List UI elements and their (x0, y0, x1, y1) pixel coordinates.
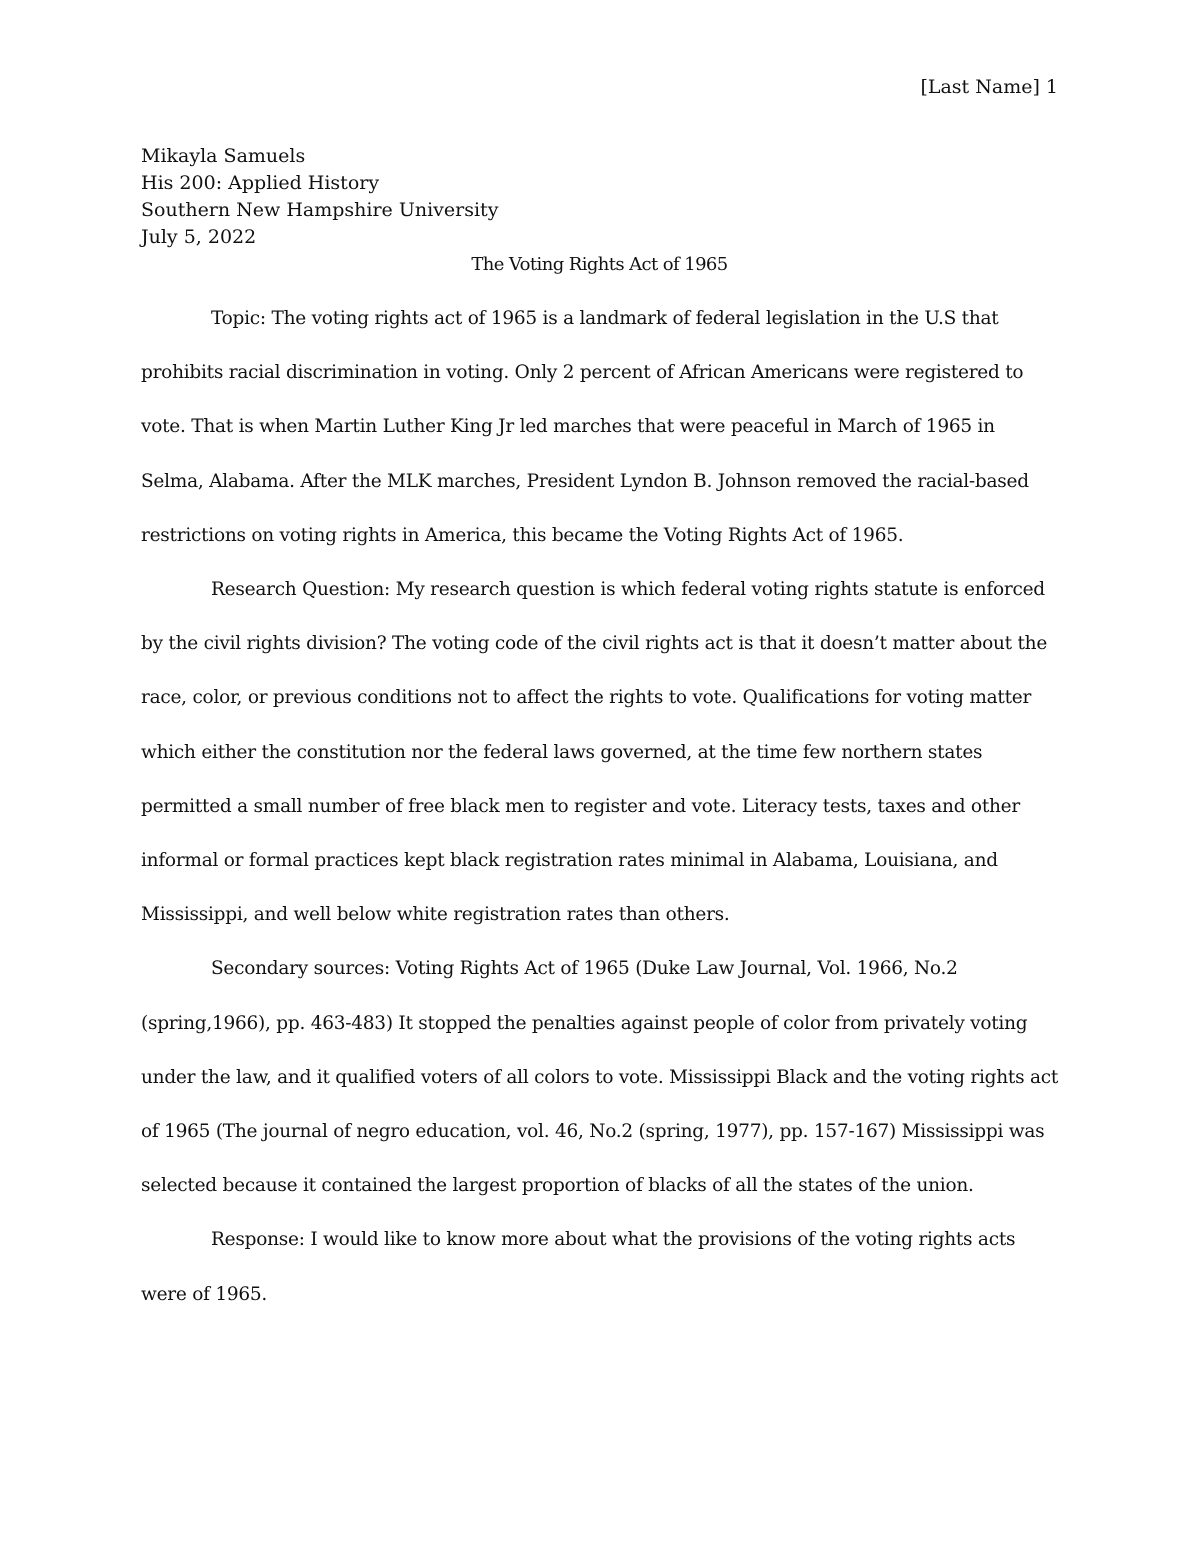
course-name: His 200: Applied History (141, 172, 380, 194)
paper-date: July 5, 2022 (141, 226, 257, 248)
paragraph-secondary-sources: Secondary sources: Voting Rights Act of 1965 (Duke Law Journal, Vol. 1966, No.2 (spring,1966), pp. 463-483) It stopped the penalties against people of color from privately voting under the law, and it qualified voters of all colors to vote. Mississippi Black and the voting rights act of 1965 (The journal of negro education, vol. 46, No.2 (spring, 1977), pp. 157-167) Mississippi was selected because it contained the largest proportion of blacks of all the states of the union. (141, 958, 1059, 1197)
paper-body (141, 292, 1061, 1322)
running-head: [Last Name] 1 (920, 76, 1058, 98)
paragraph-research-question: Research Question: My research question is which federal voting rights statute is enforced by the civil rights division? The voting code of the civil rights act is that it doesn’t matter about the race, color, or previous conditions not to affect the rights to vote. Qualifications for voting matter which either the constitution nor the federal laws governed, at the time few northern states permitted a small number of free black men to register and vote. Literacy tests, taxes and other informal or formal practices kept black registration rates minimal in Alabama, Louisiana, and Mississippi, and well below white registration rates than others. (141, 579, 1048, 926)
heading-block (141, 143, 498, 251)
paragraph-response: Response: I would like to know more about what the provisions of the voting rights acts were of 1965. (141, 1229, 1016, 1305)
author-name: Mikayla Samuels (141, 145, 306, 167)
institution-name: Southern New Hampshire University (141, 199, 499, 221)
paper-title: The Voting Rights Act of 1965 (471, 254, 728, 275)
paragraph-topic: Topic: The voting rights act of 1965 is a landmark of federal legislation in the U.S that prohibits racial discrimination in voting. Only 2 percent of African Americans were registered to vote. That is when Martin Luther King Jr led marches that were peaceful in March of 1965 in Selma, Alabama. After the MLK marches, President Lyndon B. Johnson removed the racial-based restrictions on voting rights in America, this became the Voting Rights Act of 1965. (141, 308, 1029, 546)
